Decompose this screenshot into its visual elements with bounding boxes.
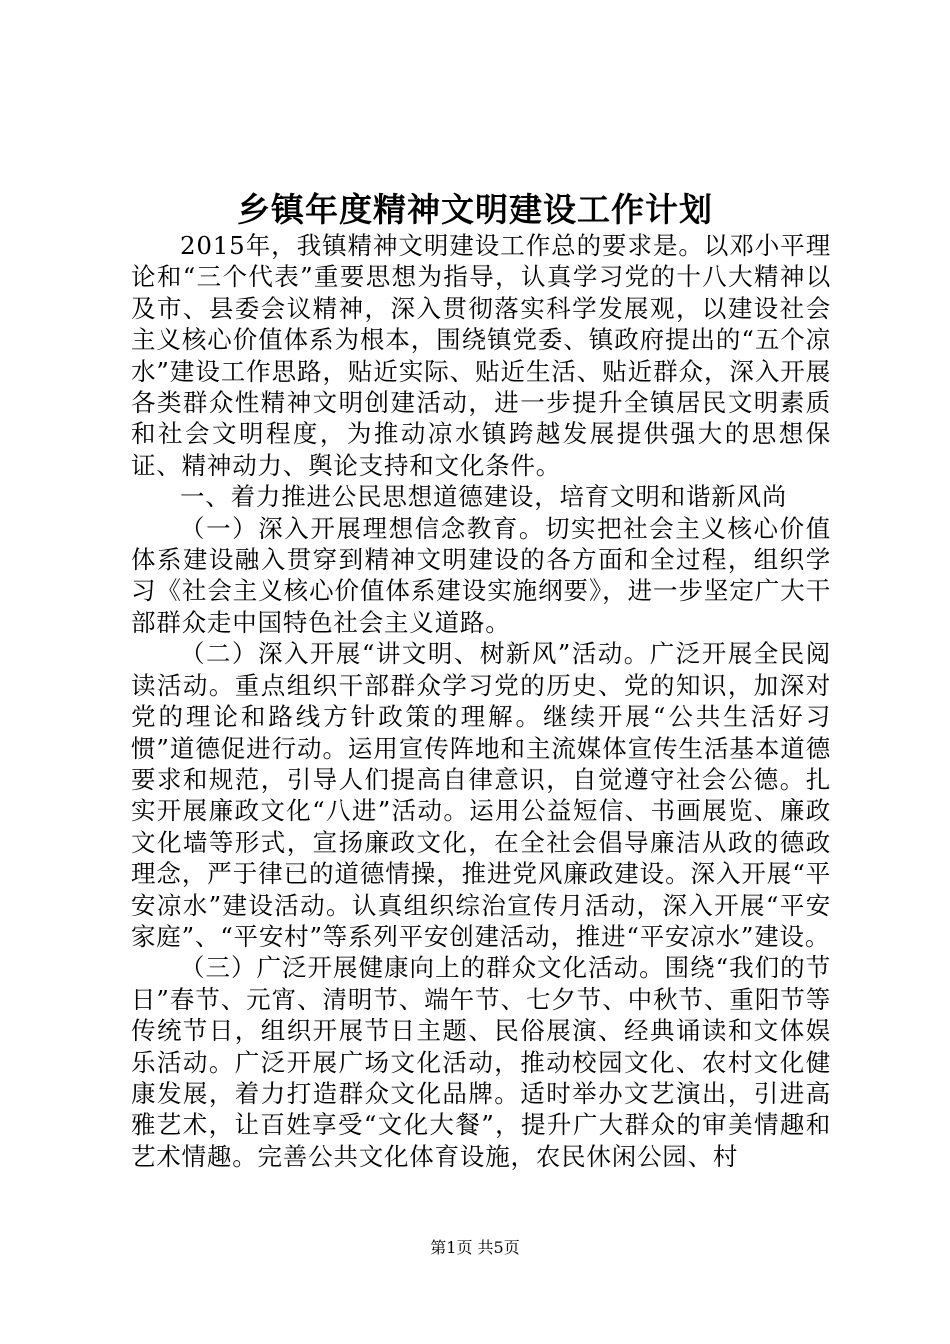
section-heading: 一、着力推进公民思想道德建设，培育文明和谐新风尚 xyxy=(180,482,788,512)
item-two-paragraph: （二）深入开展“讲文明、树新风”活动。广泛开展全民阅读活动。重点组织干部群众学习党的历史、党的知识，加深对党的理论和路线方针政策的理解。继续开展“公共生活好习惯”道德促进行动。运用宣传阵地和主流媒体宣传生活基本道德要求和规范，引导人们提高自律意识，自觉遵守社会公德。扎实开展廉政文化“八进”活动。运用公益短信、书画展览、廉政文化墙等形式，宣扬廉政文化，在全社会倡导廉洁从政的德政理念，严于律已的道德情操，推进党风廉政建设。深入开展“平安凉水”建设活动。认真组织综治宣传月活动，深入开展“平安家庭”、“平安村”等系列平安创建活动，推进“平安凉水”建设。 xyxy=(131,639,832,951)
page-number-footer: 第1页 共5页 xyxy=(430,1238,520,1257)
document-body xyxy=(131,230,831,1172)
item-three-paragraph: （三）广泛开展健康向上的群众文化活动。围绕“我们的节日”春节、元宵、清明节、端午节、七夕节、中秋节、重阳节等传统节日，组织开展节日主题、民俗展演、经典诵读和文体娱乐活动。广泛开展广场文化活动，推动校园文化、农村文化健康发展，着力打造群众文化品牌。适时举办文艺演出，引进高雅艺术，让百姓享受“文化大餐”，提升广大群众的审美情趣和艺术情趣。完善公共文化体育设施，农民休闲公园、村 xyxy=(131,953,831,1171)
item-one-paragraph: （一）深入开展理想信念教育。切实把社会主义核心价值体系建设融入贯穿到精神文明建设的各方面和全过程，组织学习《社会主义核心价值体系建设实施纲要》，进一步坚定广大干部群众走中国特色社会主义道路。 xyxy=(131,513,831,637)
intro-paragraph: 2015年，我镇精神文明建设工作总的要求是。以邓小平理论和“三个代表”重要思想为指导，认真学习党的十八大精神以及市、县委会议精神，深入贯彻落实科学发展观，以建设社会主义核心价值体系为根本，围绕镇党委、镇政府提出的“五个凉水”建设工作思路，贴近实际、贴近生活、贴近群众，深入开展各类群众性精神文明创建活动，进一步提升全镇居民文明素质和社会文明程度，为推动凉水镇跨越发展提供强大的思想保证、精神动力、舆论支持和文化条件。 xyxy=(131,231,831,480)
document-title: 乡镇年度精神文明建设工作计划 xyxy=(237,190,713,229)
